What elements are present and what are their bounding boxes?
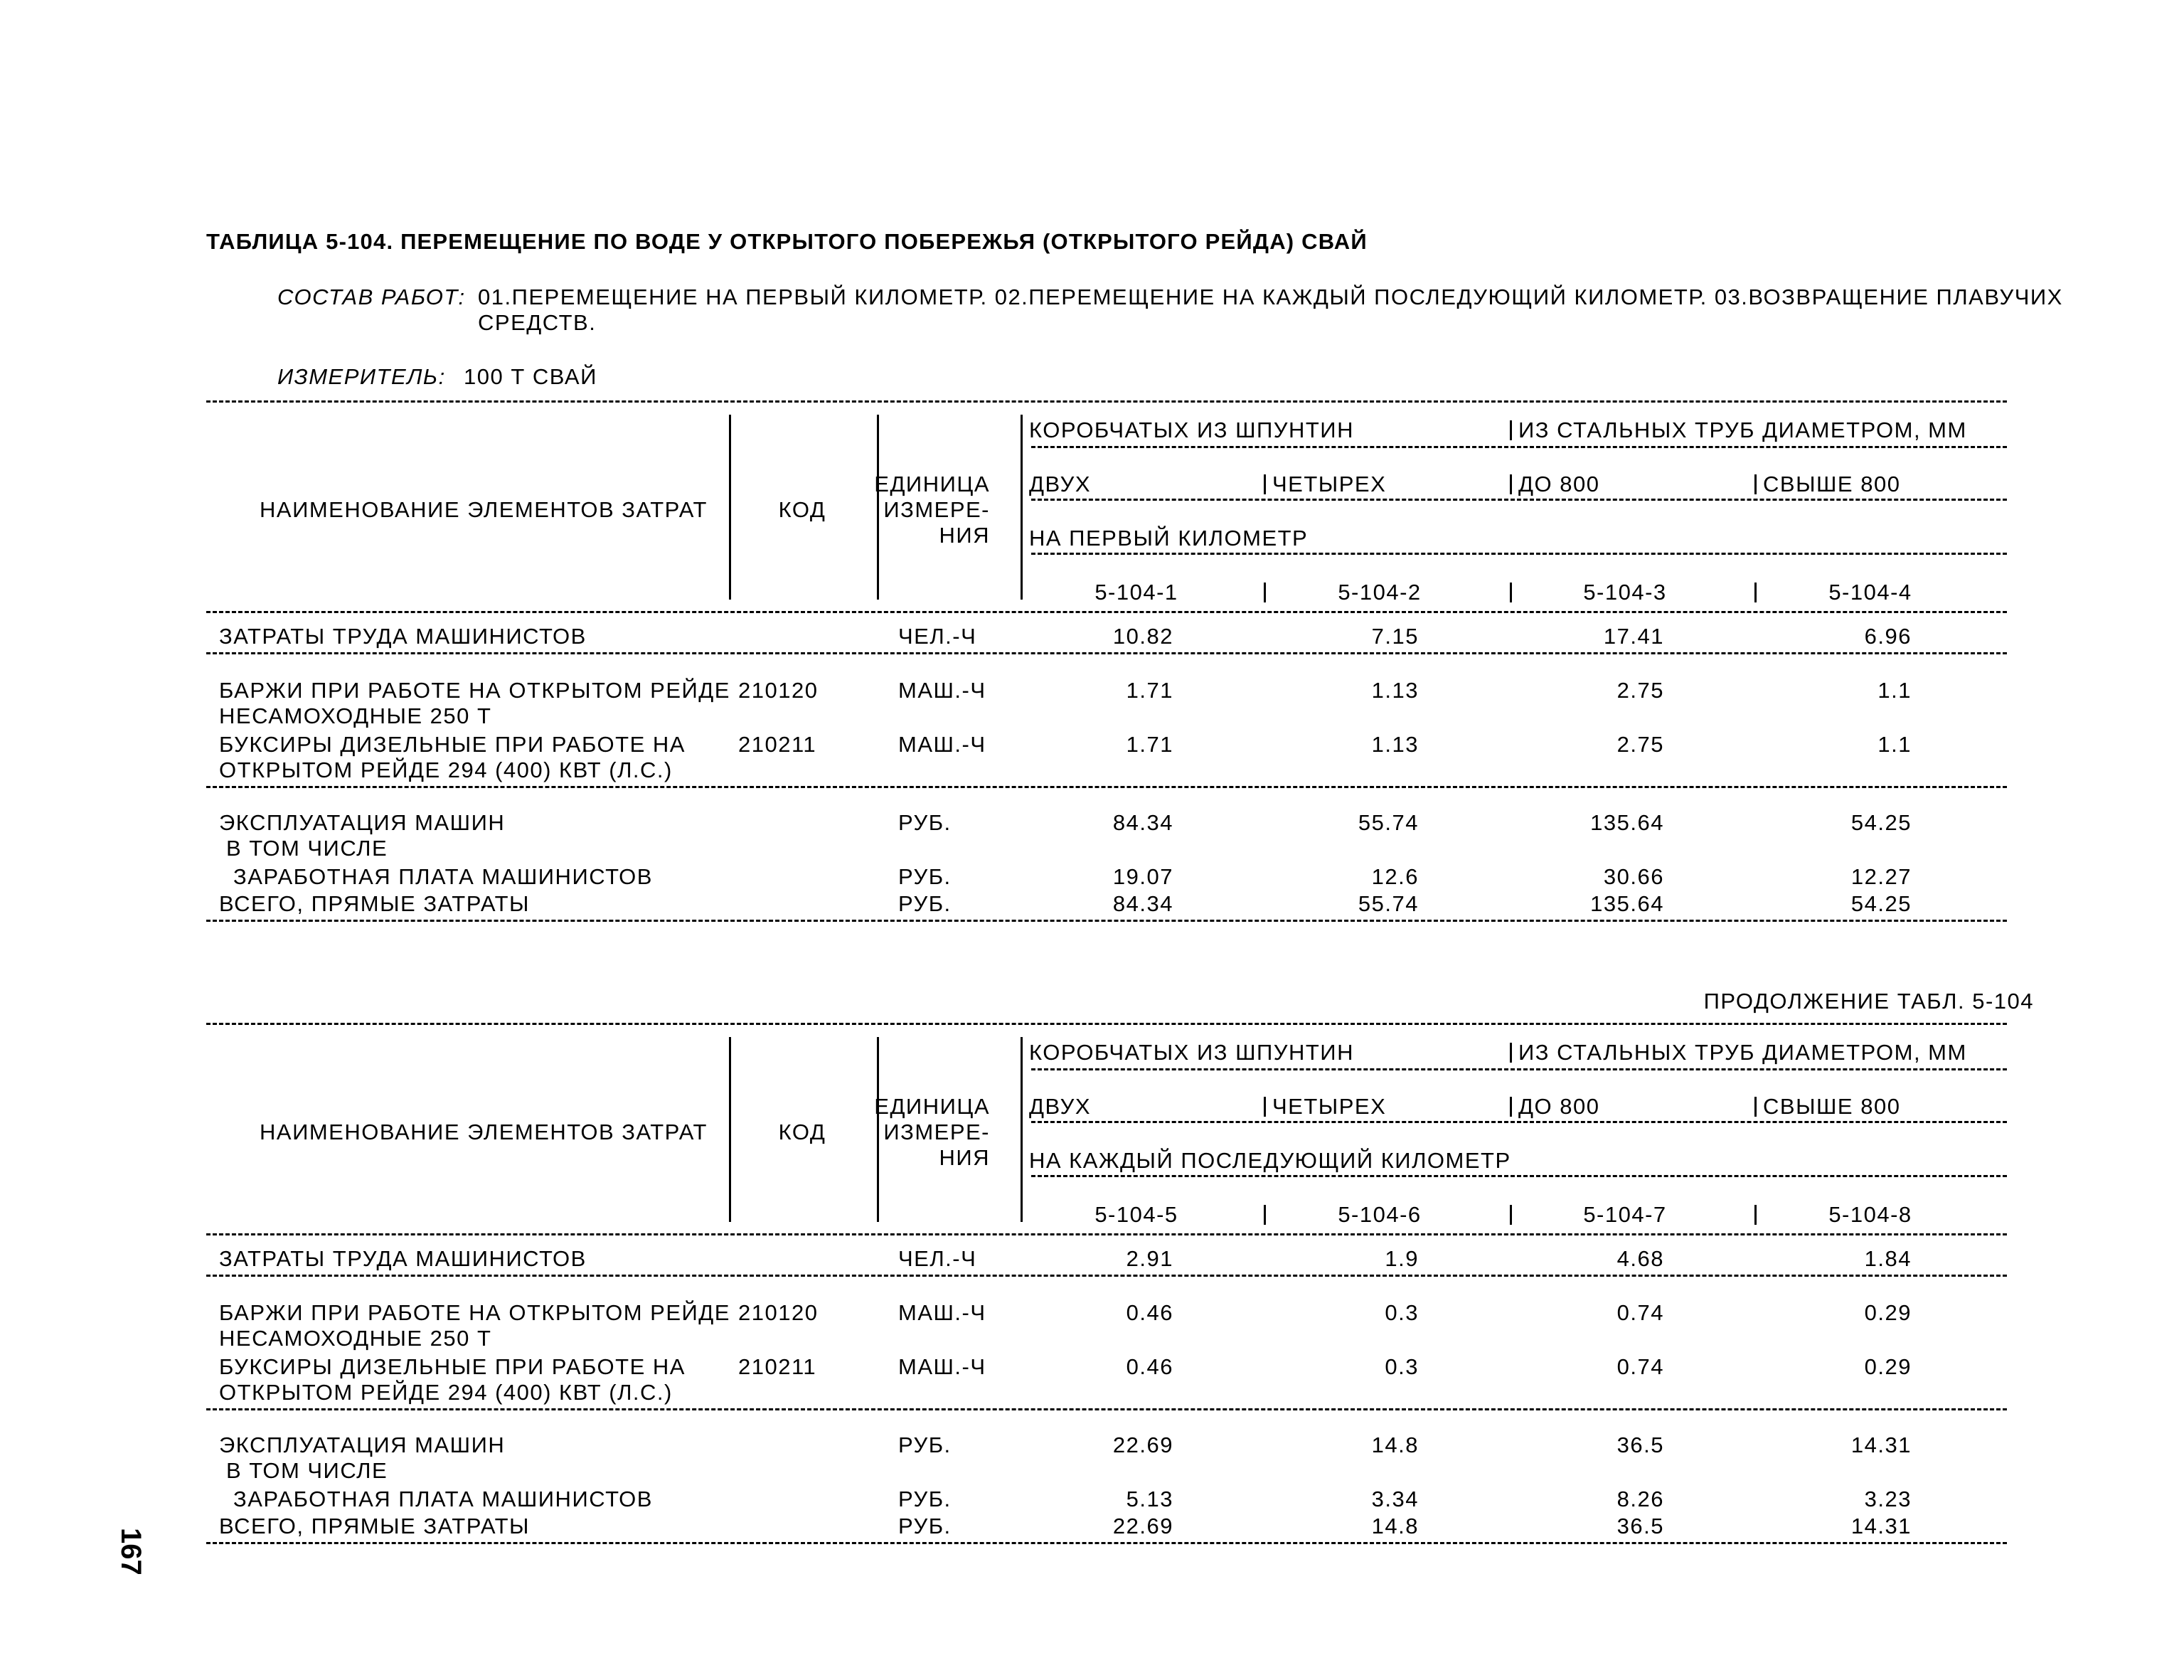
total-row-value: 84.34 (1112, 891, 1173, 916)
header-rule (1031, 1068, 2007, 1070)
header-code: КОД (778, 1120, 826, 1144)
composition-text-cont: СРЕДСТВ. (478, 310, 597, 335)
operation-row-value: 55.74 (1358, 810, 1419, 835)
header-divider (1510, 1043, 1512, 1063)
total-row-unit: РУБ. (898, 1514, 952, 1538)
tug-row-value: 0.29 (1864, 1354, 1912, 1379)
header-divider (1021, 446, 1023, 460)
barge-row-value: 1.1 (1877, 678, 1912, 703)
tug-row-value: 1.1 (1877, 732, 1912, 757)
labor-row-name: ЗАТРАТЫ ТРУДА МАШИНИСТОВ (219, 624, 587, 649)
wages-row-value: 8.26 (1616, 1487, 1664, 1511)
header-unit: ЕДИНИЦА (874, 1094, 990, 1119)
header-four: ЧЕТЫРЕХ (1272, 472, 1387, 496)
labor-row-value: 10.82 (1112, 624, 1173, 649)
tug-row-unit: МАШ.-Ч (898, 732, 986, 757)
column-code: 5-104-1 (1094, 580, 1178, 605)
wages-row-unit: РУБ. (898, 1487, 952, 1511)
header-unit: НИЯ (939, 1145, 990, 1170)
total-row-unit: РУБ. (898, 891, 952, 916)
table-top-rule (206, 1023, 2007, 1025)
header-code: КОД (778, 497, 826, 522)
header-divider (1754, 1205, 1757, 1225)
barge-row-name: БАРЖИ ПРИ РАБОТЕ НА ОТКРЫТОМ РЕЙДЕ (219, 1300, 730, 1325)
barge-row-code: 210120 (738, 678, 819, 703)
header-four: ЧЕТЫРЕХ (1272, 1094, 1387, 1119)
header-divider (1264, 474, 1266, 494)
operation-row-value: 84.34 (1112, 810, 1173, 835)
operation-row-value: 54.25 (1850, 810, 1912, 835)
header-over800: СВЫШЕ 800 (1763, 1094, 1901, 1119)
header-bottom-rule (206, 611, 2007, 613)
tug-row-code: 210211 (738, 732, 817, 757)
column-code: 5-104-5 (1094, 1202, 1178, 1227)
including-label: В ТОМ ЧИСЛЕ (226, 836, 388, 861)
header-rule (1031, 553, 2007, 555)
tug-row-unit: МАШ.-Ч (898, 1354, 986, 1379)
total-row-value: 54.25 (1850, 891, 1912, 916)
total-row-value: 22.69 (1112, 1514, 1173, 1538)
table-top-rule (206, 400, 2007, 403)
header-two: ДВУХ (1029, 1094, 1092, 1119)
header-divider (1264, 1097, 1266, 1117)
total-row-value: 36.5 (1616, 1514, 1664, 1538)
operation-row-unit: РУБ. (898, 810, 952, 835)
barge-row-value: 0.3 (1385, 1300, 1419, 1325)
wages-row-value: 3.34 (1371, 1487, 1419, 1511)
wages-row-value: 30.66 (1603, 864, 1664, 889)
operation-row-value: 22.69 (1112, 1432, 1173, 1457)
header-two: ДВУХ (1029, 472, 1092, 496)
header-divider (1264, 1205, 1266, 1225)
header-upto800: ДО 800 (1518, 1094, 1600, 1119)
row-rule (206, 652, 2007, 654)
tug-row-value: 0.3 (1385, 1354, 1419, 1379)
total-row-value: 135.64 (1590, 891, 1664, 916)
row-rule (206, 1408, 2007, 1410)
tug-row-value: 1.71 (1126, 732, 1173, 757)
header-box-group: КОРОБЧАТЫХ ИЗ ШПУНТИН (1029, 1040, 1354, 1065)
header-divider (1021, 1037, 1023, 1222)
meter-value: 100 Т СВАЙ (464, 364, 597, 389)
labor-row-value: 17.41 (1603, 624, 1664, 649)
column-code: 5-104-4 (1828, 580, 1912, 605)
barge-row-unit: МАШ.-Ч (898, 1300, 986, 1325)
header-name: НАИМЕНОВАНИЕ ЭЛЕМЕНТОВ ЗАТРАТ (260, 1120, 708, 1144)
header-rule (1031, 1175, 2007, 1177)
header-pipe-group: ИЗ СТАЛЬНЫХ ТРУБ ДИАМЕТРОМ, ММ (1518, 418, 1967, 442)
operation-row-value: 135.64 (1590, 810, 1664, 835)
header-unit: ЕДИНИЦА (874, 472, 990, 496)
header-divider (1021, 1068, 1023, 1083)
header-divider (1510, 1097, 1512, 1117)
tug-row-code: 210211 (738, 1354, 817, 1379)
row-rule (206, 1275, 2007, 1277)
column-code: 5-104-3 (1583, 580, 1667, 605)
column-code: 5-104-6 (1338, 1202, 1422, 1227)
barge-row-unit: МАШ.-Ч (898, 678, 986, 703)
total-row-name: ВСЕГО, ПРЯМЫЕ ЗАТРАТЫ (219, 891, 530, 916)
tug-row-value: 0.74 (1616, 1354, 1664, 1379)
barge-row-value: 1.13 (1371, 678, 1419, 703)
operation-row-value: 14.31 (1850, 1432, 1912, 1457)
barge-row-value: 2.75 (1616, 678, 1664, 703)
header-divider (1510, 583, 1512, 602)
labor-row-unit: ЧЕЛ.-Ч (898, 1246, 977, 1271)
labor-row-value: 1.84 (1864, 1246, 1912, 1271)
header-distance: НА КАЖДЫЙ ПОСЛЕДУЮЩИЙ КИЛОМЕТР (1029, 1148, 1511, 1173)
operation-row-name: ЭКСПЛУАТАЦИЯ МАШИН (219, 810, 506, 835)
header-divider (1510, 1205, 1512, 1225)
header-divider (1754, 474, 1757, 494)
table-bottom-rule (206, 920, 2007, 922)
wages-row-value: 5.13 (1126, 1487, 1173, 1511)
tug-row-value: 2.75 (1616, 732, 1664, 757)
header-divider (1510, 474, 1512, 494)
header-rule (1031, 499, 2007, 501)
barge-row-name: БАРЖИ ПРИ РАБОТЕ НА ОТКРЫТОМ РЕЙДЕ (219, 678, 730, 703)
barge-row-value: 0.74 (1616, 1300, 1664, 1325)
header-divider (1021, 415, 1023, 600)
header-over800: СВЫШЕ 800 (1763, 472, 1901, 496)
header-rule (1031, 446, 2007, 448)
tug-row-value: 1.13 (1371, 732, 1419, 757)
labor-row-unit: ЧЕЛ.-Ч (898, 624, 977, 649)
column-code: 5-104-2 (1338, 580, 1422, 605)
total-row-value: 14.8 (1371, 1514, 1419, 1538)
barge-row-code: 210120 (738, 1300, 819, 1325)
meter-label: ИЗМЕРИТЕЛЬ: (277, 364, 446, 389)
column-code: 5-104-7 (1583, 1202, 1667, 1227)
barge-row-value: 1.71 (1126, 678, 1173, 703)
barge-row-name: НЕСАМОХОДНЫЕ 250 Т (219, 703, 492, 728)
header-box-group: КОРОБЧАТЫХ ИЗ ШПУНТИН (1029, 418, 1354, 442)
tug-row-name: БУКСИРЫ ДИЗЕЛЬНЫЕ ПРИ РАБОТЕ НА (219, 732, 686, 757)
header-unit: НИЯ (939, 523, 990, 548)
operation-row-unit: РУБ. (898, 1432, 952, 1457)
header-divider (1510, 420, 1512, 440)
labor-row-value: 6.96 (1864, 624, 1912, 649)
total-row-value: 55.74 (1358, 891, 1419, 916)
wages-row-name: ЗАРАБОТНАЯ ПЛАТА МАШИНИСТОВ (233, 1487, 653, 1511)
header-name: НАИМЕНОВАНИЕ ЭЛЕМЕНТОВ ЗАТРАТ (260, 497, 708, 522)
header-bottom-rule (206, 1233, 2007, 1235)
wages-row-unit: РУБ. (898, 864, 952, 889)
operation-row-value: 14.8 (1371, 1432, 1419, 1457)
header-unit: ИЗМЕРЕ- (883, 497, 990, 522)
wages-row-value: 12.27 (1850, 864, 1912, 889)
total-row-value: 14.31 (1850, 1514, 1912, 1538)
table-title: ТАБЛИЦА 5-104. ПЕРЕМЕЩЕНИЕ ПО ВОДЕ У ОТКРЫТОГО ПОБЕРЕЖЬЯ (ОТКРЫТОГО РЕЙДА) СВАЙ (206, 229, 1368, 254)
including-label: В ТОМ ЧИСЛЕ (226, 1458, 388, 1483)
wages-row-value: 3.23 (1864, 1487, 1912, 1511)
operation-row-name: ЭКСПЛУАТАЦИЯ МАШИН (219, 1432, 506, 1457)
barge-row-name: НЕСАМОХОДНЫЕ 250 Т (219, 1326, 492, 1351)
tug-row-name: БУКСИРЫ ДИЗЕЛЬНЫЕ ПРИ РАБОТЕ НА (219, 1354, 686, 1379)
header-unit: ИЗМЕРЕ- (883, 1120, 990, 1144)
labor-row-value: 2.91 (1126, 1246, 1173, 1271)
table-bottom-rule (206, 1542, 2007, 1544)
header-rule (1031, 1121, 2007, 1123)
wages-row-value: 19.07 (1112, 864, 1173, 889)
row-rule (206, 786, 2007, 788)
header-pipe-group: ИЗ СТАЛЬНЫХ ТРУБ ДИАМЕТРОМ, ММ (1518, 1040, 1967, 1065)
labor-row-value: 4.68 (1616, 1246, 1664, 1271)
header-divider (1754, 1097, 1757, 1117)
operation-row-value: 36.5 (1616, 1432, 1664, 1457)
page-number: 167 (115, 1528, 147, 1575)
header-divider (1264, 583, 1266, 602)
column-code: 5-104-8 (1828, 1202, 1912, 1227)
wages-row-value: 12.6 (1371, 864, 1419, 889)
tug-row-name: ОТКРЫТОМ РЕЙДЕ 294 (400) КВТ (Л.С.) (219, 1380, 673, 1405)
header-upto800: ДО 800 (1518, 472, 1600, 496)
composition-text: 01.ПЕРЕМЕЩЕНИЕ НА ПЕРВЫЙ КИЛОМЕТР. 02.ПЕРЕМЕЩЕНИЕ НА КАЖДЫЙ ПОСЛЕДУЮЩИЙ КИЛОМЕТР. 03.ВОЗВРАЩЕНИЕ ПЛАВУЧИХ (478, 285, 2063, 309)
total-row-name: ВСЕГО, ПРЯМЫЕ ЗАТРАТЫ (219, 1514, 530, 1538)
barge-row-value: 0.29 (1864, 1300, 1912, 1325)
labor-row-value: 7.15 (1371, 624, 1419, 649)
barge-row-value: 0.46 (1126, 1300, 1173, 1325)
labor-row-name: ЗАТРАТЫ ТРУДА МАШИНИСТОВ (219, 1246, 587, 1271)
labor-row-value: 1.9 (1385, 1246, 1419, 1271)
header-distance: НА ПЕРВЫЙ КИЛОМЕТР (1029, 526, 1309, 551)
tug-row-value: 0.46 (1126, 1354, 1173, 1379)
wages-row-name: ЗАРАБОТНАЯ ПЛАТА МАШИНИСТОВ (233, 864, 653, 889)
composition-label: СОСТАВ РАБОТ: (277, 285, 466, 309)
header-divider (1754, 583, 1757, 602)
tug-row-name: ОТКРЫТОМ РЕЙДЕ 294 (400) КВТ (Л.С.) (219, 757, 673, 782)
continuation-label: ПРОДОЛЖЕНИЕ ТАБЛ. 5-104 (1703, 989, 2034, 1014)
